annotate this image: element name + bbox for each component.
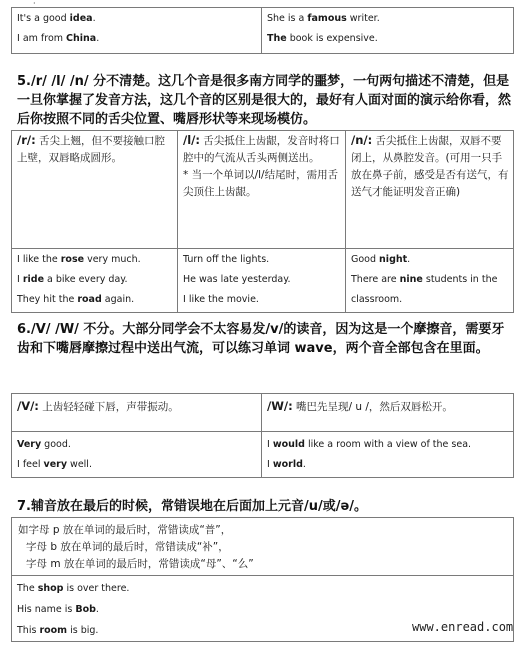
section-7-heading: 7.辅音放在最后的时候，常错误地在后面加上元音/u/或/ə/。 <box>17 499 368 514</box>
l-sound-cell: /l/: 舌尖抵住上齿龈，发音时将口腔中的气流从舌头两侧送出。 * 当一个单词以/l/结尾时，需用舌尖顶住上齿龈。 <box>178 131 346 249</box>
r-examples <box>12 249 178 313</box>
section-5-heading: 5./r/ /l/ /n/ 分不清楚。这几个音是很多南方同学的噩梦，一句两句描述不清楚，但是一旦你掌握了发音方法，这几个音的区别是很大的，最好有人面对面的演示给你看，然后你按照不同的舌尖位置、嘴唇形状等来现场模仿。 <box>17 74 512 127</box>
phoneme-symbol: /l/: <box>183 133 200 147</box>
example-sentence: His name is Bob. <box>17 604 99 615</box>
example-sentence: They hit the road again. <box>17 294 135 305</box>
example-sentence: There are nine students in the <box>351 274 498 285</box>
example-sentence: The shop is over there. <box>17 583 130 594</box>
example-sentence: He was late yesterday. <box>183 274 291 285</box>
section-6-table <box>11 393 514 478</box>
phoneme-symbol: /V/: <box>17 399 39 413</box>
example-sentence: It's a good idea. <box>17 13 96 24</box>
phoneme-symbol: /r/: <box>17 133 36 147</box>
example-sentence: I like the movie. <box>183 294 259 305</box>
w-sound-cell: /W/: 嘴巴先呈现/ u /，然后双唇松开。 <box>262 394 514 432</box>
examples-table-1 <box>11 7 514 54</box>
example-sentence: I world. <box>267 459 306 470</box>
section-5-table <box>11 130 514 313</box>
note-line: 如字母 p 放在单词的最后时，常错读成“普”， <box>18 524 232 536</box>
phoneme-symbol: /W/: <box>267 399 293 413</box>
r-sound-cell: /r/: 舌尖上翘，但不要接触口腔上壁，双唇略成圆形。 <box>12 131 178 249</box>
note-line: 字母 m 放在单词的最后时，常错读成“母”、“么” <box>26 558 254 570</box>
example-sentence: I would like a room with a view of the sea. <box>267 439 472 450</box>
example-sentence: Turn off the lights. <box>183 254 270 265</box>
l-examples <box>178 249 346 313</box>
section-6-heading: 6./V/ /W/ 不分。大部分同学会不太容易发/v/的读音，因为这是一个摩擦音，需要牙齿和下嘴唇摩擦过程中送出气流，可以练习单词 wave，两个音全部包含在里面。 <box>17 322 505 356</box>
example-sentence: I feel very well. <box>17 459 92 470</box>
error-notes <box>12 518 514 576</box>
n-examples <box>346 249 514 313</box>
example-sentence: I ride a bike every day. <box>17 274 128 285</box>
example-sentence: classroom. <box>351 294 403 305</box>
example-sentence: I am from China. <box>17 33 100 44</box>
example-sentence: This room is big. <box>17 625 99 636</box>
example-sentence: She is a famous writer. <box>267 13 380 24</box>
examples-left <box>12 8 262 54</box>
examples-right <box>262 8 514 54</box>
phoneme-symbol: /n/: <box>351 133 373 147</box>
site-watermark: www.enread.com <box>412 620 514 634</box>
note-line: 字母 b 放在单词的最后时，常错读成“补”， <box>26 541 229 553</box>
example-sentence: The book is expensive. <box>267 33 378 44</box>
example-sentence: Very good. <box>17 439 71 450</box>
n-sound-cell: /n/: 舌尖抵住上齿龈，双唇不要闭上，从鼻腔发音。(可用一只手放在鼻子前，感受是否有送气，有送气才能证明发音正确) <box>346 131 514 249</box>
example-sentence: I like the rose very much. <box>17 254 141 265</box>
stray-dot: · <box>33 0 36 8</box>
v-sound-cell: /V/: 上齿轻轻碰下唇，声带振动。 <box>12 394 262 432</box>
w-examples <box>262 432 514 478</box>
l-sound-note: * 当一个单词以/l/结尾时，需用舌尖顶住上齿龈。 <box>183 169 339 198</box>
example-sentence: Good night. <box>351 254 411 265</box>
v-examples <box>12 432 262 478</box>
